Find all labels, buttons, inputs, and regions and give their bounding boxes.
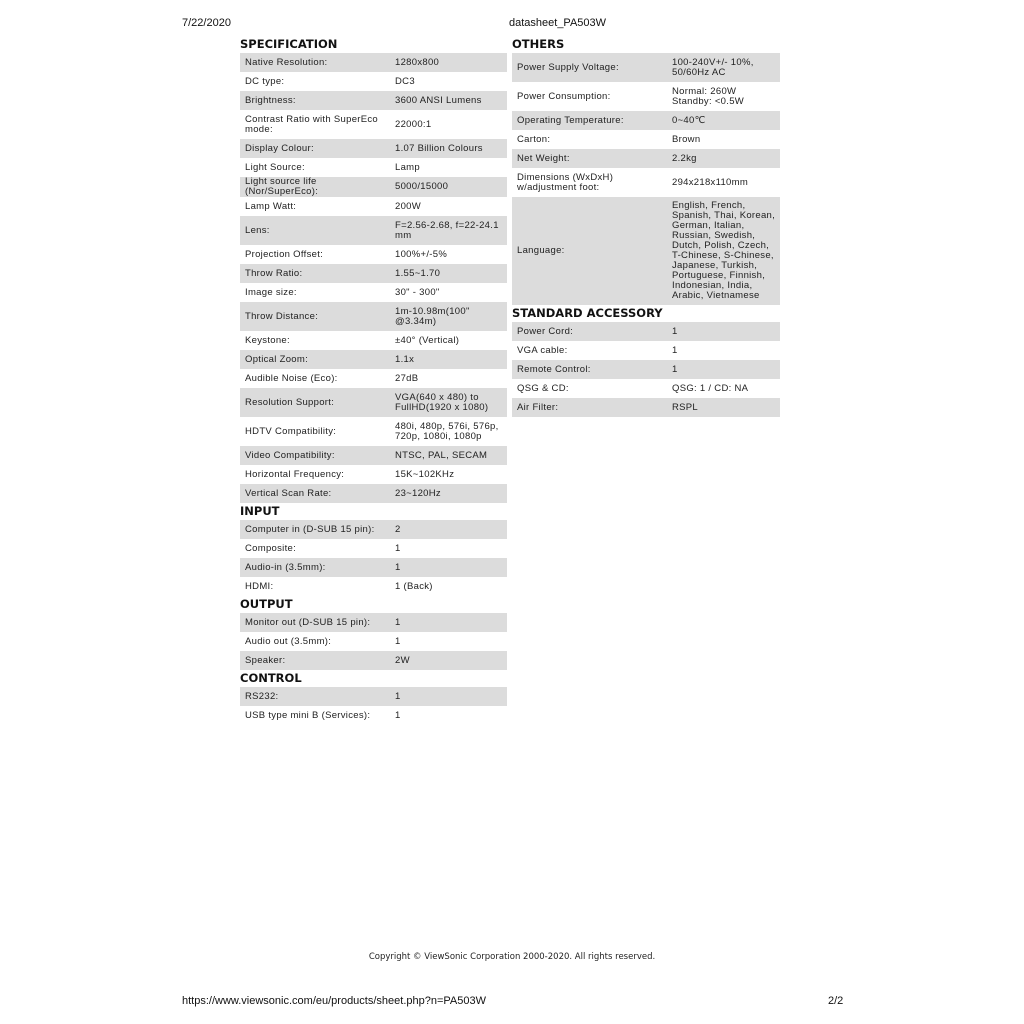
footer-url[interactable]: https://www.viewsonic.com/eu/products/sheet.php?n=PA503W	[182, 995, 486, 1007]
section-title: OUTPUT	[240, 597, 293, 611]
spec-row	[240, 651, 507, 670]
spec-label: Display Colour:	[245, 142, 314, 154]
spec-row	[512, 82, 780, 111]
spec-value: 1	[395, 709, 401, 721]
spec-label: Lens:	[245, 224, 270, 236]
spec-label: Brightness:	[245, 94, 296, 106]
spec-row	[240, 446, 507, 465]
spec-row	[240, 177, 507, 197]
spec-value: QSG: 1 / CD: NA	[672, 382, 749, 394]
spec-row	[240, 465, 507, 484]
document-title: datasheet_PA503W	[509, 17, 607, 29]
section-title: STANDARD ACCESSORY	[512, 306, 663, 320]
spec-value: 0~40℃	[672, 114, 706, 126]
spec-row	[240, 53, 507, 72]
spec-row	[240, 331, 507, 350]
spec-value: 2	[395, 523, 401, 535]
spec-row	[240, 369, 507, 388]
spec-label: Power Supply Voltage:	[517, 61, 619, 73]
spec-row	[240, 91, 507, 110]
spec-row	[240, 139, 507, 158]
spec-row	[512, 379, 780, 398]
page-number: 2/2	[828, 995, 844, 1007]
spec-label: USB type mini B (Services):	[245, 709, 371, 721]
spec-label: RS232:	[245, 690, 279, 702]
spec-value: 200W	[395, 200, 422, 212]
spec-value: Brown	[672, 133, 701, 145]
spec-value: Lamp	[395, 161, 420, 173]
spec-value: NTSC, PAL, SECAM	[395, 449, 488, 461]
spec-row	[512, 197, 780, 305]
spec-label: Image size:	[245, 286, 297, 298]
spec-label: Contrast Ratio with SuperEco mode:	[245, 113, 379, 135]
spec-value: DC3	[395, 75, 415, 87]
section-title: CONTROL	[240, 671, 302, 685]
spec-row	[240, 216, 507, 245]
spec-value: 30" - 300"	[395, 286, 440, 298]
spec-label: VGA cable:	[517, 344, 568, 356]
spec-value: 2W	[395, 654, 410, 666]
spec-label: Light source life (Nor/SuperEco):	[245, 176, 319, 197]
spec-label: Carton:	[517, 133, 551, 145]
spec-label: Throw Distance:	[245, 310, 319, 322]
spec-value: Normal: 260W Standby: <0.5W	[672, 85, 745, 107]
spec-row	[240, 417, 507, 446]
section-title: OTHERS	[512, 37, 565, 51]
spec-value: F=2.56-2.68, f=22-24.1 mm	[395, 219, 499, 241]
spec-row	[240, 539, 507, 558]
spec-label: Computer in (D-SUB 15 pin):	[245, 523, 375, 535]
spec-value: 1	[395, 635, 401, 647]
spec-row	[240, 283, 507, 302]
spec-value: 1.55~1.70	[395, 267, 441, 279]
spec-row	[240, 110, 507, 139]
spec-value: 1280x800	[395, 56, 440, 68]
copyright-notice: Copyright © ViewSonic Corporation 2000-2020. All rights reserved.	[368, 952, 656, 962]
spec-row	[512, 168, 780, 197]
spec-row	[512, 111, 780, 130]
spec-value: 3600 ANSI Lumens	[395, 94, 482, 106]
spec-value: VGA(640 x 480) to FullHD(1920 x 1080)	[395, 391, 489, 413]
spec-value: 1m-10.98m(100" @3.34m)	[395, 305, 470, 327]
spec-value: 23~120Hz	[395, 487, 441, 499]
spec-row	[240, 687, 507, 706]
spec-row	[240, 613, 507, 632]
spec-label: Air Filter:	[517, 401, 559, 413]
spec-row	[240, 577, 507, 596]
spec-value: 1	[395, 690, 401, 702]
spec-value: 1 (Back)	[395, 580, 433, 592]
spec-value: 1	[395, 542, 401, 554]
spec-label: Native Resolution:	[245, 56, 328, 68]
spec-row	[512, 149, 780, 168]
spec-label: Video Compatibility:	[245, 449, 335, 461]
spec-row	[240, 72, 507, 91]
spec-row	[240, 264, 507, 283]
right-column	[512, 36, 780, 417]
spec-label: Dimensions (WxDxH) w/adjustment foot:	[517, 171, 614, 193]
spec-row	[240, 197, 507, 216]
spec-value: 22000:1	[395, 118, 432, 130]
spec-label: Audible Noise (Eco):	[245, 372, 338, 384]
spec-label: Horizontal Frequency:	[245, 468, 345, 480]
spec-row	[240, 388, 507, 417]
spec-value: 1	[672, 325, 678, 337]
spec-label: Power Cord:	[517, 325, 574, 337]
spec-value: ±40° (Vertical)	[395, 334, 460, 346]
spec-value: 294x218x110mm	[672, 176, 749, 188]
print-date: 7/22/2020	[182, 17, 231, 29]
spec-row	[240, 350, 507, 369]
spec-value: 1	[395, 561, 401, 573]
spec-row	[512, 130, 780, 149]
spec-label: Operating Temperature:	[517, 114, 624, 126]
spec-label: Projection Offset:	[245, 248, 324, 260]
spec-label: Light Source:	[245, 161, 305, 173]
spec-label: Composite:	[245, 542, 297, 554]
spec-label: Keystone:	[245, 334, 290, 346]
spec-label: Resolution Support:	[245, 396, 335, 408]
spec-row	[240, 484, 507, 503]
section-title: INPUT	[240, 504, 280, 518]
spec-label: Net Weight:	[517, 152, 570, 164]
spec-label: HDTV Compatibility:	[245, 425, 337, 437]
spec-row	[512, 360, 780, 379]
spec-row	[240, 520, 507, 539]
spec-value: 1.1x	[395, 353, 415, 365]
spec-label: Lamp Watt:	[245, 200, 297, 212]
spec-row	[240, 632, 507, 651]
spec-label: Power Consumption:	[517, 90, 611, 102]
spec-label: Speaker:	[245, 654, 286, 666]
spec-value: RSPL	[672, 401, 699, 413]
spec-value: 5000/15000	[395, 181, 449, 192]
spec-value: 480i, 480p, 576i, 576p, 720p, 1080i, 1080p	[395, 420, 499, 442]
spec-value: 2.2kg	[672, 152, 697, 164]
left-column	[240, 36, 507, 725]
spec-value: 100%+/-5%	[395, 248, 448, 260]
spec-row	[240, 302, 507, 331]
spec-value: 15K~102KHz	[395, 468, 455, 480]
spec-row	[512, 53, 780, 82]
spec-label: Language:	[517, 245, 565, 256]
spec-row	[240, 558, 507, 577]
spec-value: 1	[672, 363, 678, 375]
spec-value: 100-240V+/- 10%, 50/60Hz AC	[672, 56, 754, 78]
spec-label: DC type:	[245, 75, 285, 87]
spec-row	[240, 158, 507, 177]
section-title: SPECIFICATION	[240, 37, 338, 51]
spec-label: QSG & CD:	[517, 382, 569, 394]
spec-value: 1	[672, 344, 678, 356]
spec-value: 27dB	[395, 372, 419, 384]
spec-row	[512, 322, 780, 341]
spec-label: HDMI:	[245, 580, 274, 592]
spec-label: Optical Zoom:	[245, 353, 309, 365]
spec-row	[512, 341, 780, 360]
spec-value: 1.07 Billion Colours	[395, 142, 483, 154]
spec-row	[240, 706, 507, 725]
spec-label: Vertical Scan Rate:	[245, 487, 332, 499]
spec-row	[240, 245, 507, 264]
spec-value: English, French, Spanish, Thai, Korean, German, Italian, Russian, Swedish, Dutch, Polish, Czech, T-Chinese, S-Chinese, Japanese, Turkish, Portuguese, Finnish, Indonesian, India, Arabic, Vietnamese	[672, 200, 776, 301]
spec-label: Monitor out (D-SUB 15 pin):	[245, 616, 371, 628]
spec-label: Audio-in (3.5mm):	[245, 561, 326, 573]
spec-label: Audio out (3.5mm):	[245, 635, 332, 647]
spec-label: Remote Control:	[517, 363, 591, 375]
spec-label: Throw Ratio:	[245, 267, 303, 279]
spec-row	[512, 398, 780, 417]
spec-value: 1	[395, 616, 401, 628]
